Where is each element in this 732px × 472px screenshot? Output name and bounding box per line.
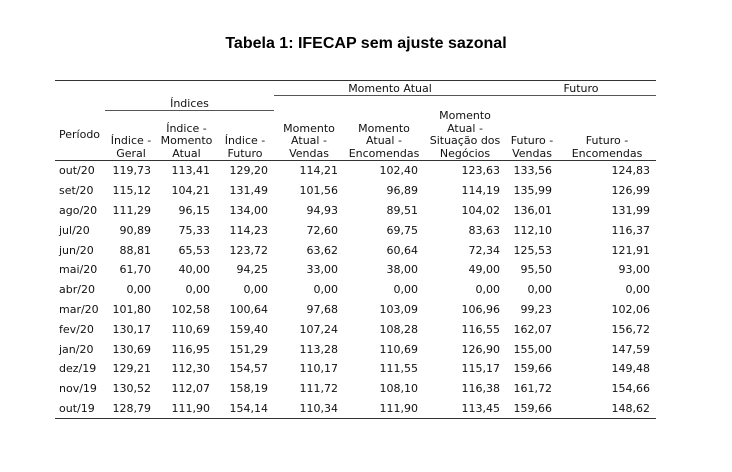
- period-cell: set/20: [59, 184, 94, 198]
- value-cell: 49,00: [468, 263, 501, 277]
- value-cell: 131,49: [229, 184, 268, 198]
- value-cell: 149,48: [611, 362, 651, 376]
- value-cell: 95,50: [520, 263, 553, 277]
- value-cell: 131,99: [611, 203, 651, 217]
- value-cell: 113,28: [299, 342, 338, 356]
- value-cell: 101,56: [299, 184, 338, 198]
- value-cell: 94,25: [236, 263, 268, 277]
- value-cell: 0,00: [393, 283, 418, 297]
- value-cell: 99,23: [520, 302, 553, 316]
- value-cell: 155,00: [513, 342, 553, 356]
- value-cell: 108,10: [379, 382, 418, 396]
- period-cell: dez/19: [59, 362, 97, 376]
- period-cell: jul/20: [59, 223, 90, 237]
- col-header-indice-futuro: Índice - Futuro: [216, 110, 274, 161]
- period-cell: out/20: [59, 164, 95, 178]
- value-cell: 90,89: [119, 223, 151, 237]
- value-cell: 162,07: [513, 322, 553, 336]
- value-cell: 134,00: [229, 203, 268, 217]
- value-cell: 114,23: [229, 223, 268, 237]
- value-cell: 114,19: [461, 184, 501, 198]
- value-cell: 104,21: [171, 184, 210, 198]
- value-cell: 65,53: [178, 243, 210, 257]
- group-futuro: Futuro: [506, 81, 656, 96]
- value-cell: 110,69: [379, 342, 418, 356]
- value-cell: 111,90: [344, 399, 424, 419]
- value-cell: 115,12: [112, 184, 151, 198]
- value-cell: 106,96: [461, 302, 501, 316]
- table-row: [55, 319, 656, 339]
- value-cell: 128,79: [105, 399, 157, 419]
- value-cell: 112,10: [513, 223, 553, 237]
- value-cell: 107,24: [299, 322, 338, 336]
- value-cell: 116,38: [461, 382, 501, 396]
- table-row: [55, 220, 656, 240]
- table-row: [55, 201, 656, 221]
- table-body: [55, 161, 656, 419]
- value-cell: 161,72: [513, 382, 553, 396]
- value-cell: 159,66: [513, 362, 553, 376]
- period-cell: jun/20: [59, 243, 94, 257]
- value-cell: 113,41: [171, 164, 210, 178]
- value-cell: 102,06: [611, 302, 651, 316]
- value-cell: 108,28: [379, 322, 418, 336]
- value-cell: 61,70: [119, 263, 151, 277]
- period-cell: fev/20: [59, 322, 94, 336]
- value-cell: 126,90: [461, 342, 501, 356]
- value-cell: 96,89: [386, 184, 418, 198]
- value-cell: 130,69: [112, 342, 151, 356]
- value-cell: 114,21: [299, 164, 338, 178]
- value-cell: 159,66: [506, 399, 558, 419]
- value-cell: 104,02: [461, 203, 501, 217]
- value-cell: 88,81: [119, 243, 151, 257]
- value-cell: 116,95: [171, 342, 210, 356]
- value-cell: 103,09: [379, 302, 418, 316]
- value-cell: 130,17: [112, 322, 151, 336]
- col-header-ma-vendas: Momento Atual - Vendas: [274, 110, 344, 161]
- value-cell: 135,99: [513, 184, 553, 198]
- value-cell: 151,29: [229, 342, 268, 356]
- value-cell: 0,00: [527, 283, 553, 297]
- value-cell: 136,01: [513, 203, 553, 217]
- value-cell: 69,75: [386, 223, 418, 237]
- value-cell: 116,55: [461, 322, 501, 336]
- value-cell: 130,52: [112, 382, 151, 396]
- value-cell: 94,93: [306, 203, 338, 217]
- value-cell: 0,00: [185, 283, 210, 297]
- value-cell: 116,37: [611, 223, 651, 237]
- value-cell: 112,30: [171, 362, 210, 376]
- value-cell: 89,51: [386, 203, 418, 217]
- value-cell: 0,00: [243, 283, 268, 297]
- table-row: [55, 280, 656, 300]
- group-indices: [105, 81, 274, 96]
- value-cell: 72,60: [306, 223, 338, 237]
- value-cell: 154,66: [611, 382, 651, 396]
- value-cell: 125,53: [513, 243, 553, 257]
- table-row: [55, 300, 656, 320]
- value-cell: 101,80: [112, 302, 151, 316]
- value-cell: 97,68: [306, 302, 338, 316]
- col-header-ma-encomendas: Momento Atual - Encomendas: [344, 110, 424, 161]
- value-cell: 100,64: [229, 302, 268, 316]
- value-cell: 148,62: [558, 399, 656, 419]
- value-cell: 111,90: [157, 399, 216, 419]
- value-cell: 159,40: [229, 322, 268, 336]
- value-cell: 112,07: [171, 382, 210, 396]
- group-indices-label: Índices: [105, 96, 274, 111]
- value-cell: 119,73: [112, 164, 151, 178]
- value-cell: 113,45: [424, 399, 506, 419]
- period-cell: mar/20: [59, 302, 99, 316]
- value-cell: 40,00: [178, 263, 210, 277]
- value-cell: 129,21: [112, 362, 151, 376]
- value-cell: 102,40: [379, 164, 418, 178]
- col-header-futuro-encomendas: Futuro - Encomendas: [558, 110, 656, 161]
- value-cell: 63,62: [306, 243, 338, 257]
- column-header-row: [55, 110, 656, 161]
- value-cell: 60,64: [386, 243, 418, 257]
- value-cell: 154,14: [216, 399, 274, 419]
- value-cell: 133,56: [513, 164, 553, 178]
- table-row: [55, 359, 656, 379]
- col-header-ma-situacao: Momento Atual - Situação dos Negócios: [424, 110, 506, 161]
- period-cell: jan/20: [59, 342, 94, 356]
- value-cell: 115,17: [461, 362, 501, 376]
- value-cell: 38,00: [386, 263, 418, 277]
- value-cell: 123,63: [461, 164, 501, 178]
- period-cell: ago/20: [59, 203, 98, 217]
- col-header-indice-momento-atual: Índice - Momento Atual: [157, 110, 216, 161]
- value-cell: 129,20: [229, 164, 268, 178]
- value-cell: 75,33: [178, 223, 210, 237]
- value-cell: 154,57: [229, 362, 268, 376]
- value-cell: 126,99: [611, 184, 651, 198]
- value-cell: 111,72: [299, 382, 338, 396]
- group-momento-atual: Momento Atual: [274, 81, 506, 96]
- value-cell: 0,00: [625, 283, 651, 297]
- table-title: Tabela 1: IFECAP sem ajuste sazonal: [225, 35, 507, 52]
- indices-label-row: [55, 96, 656, 111]
- value-cell: 0,00: [475, 283, 501, 297]
- table-row: [55, 181, 656, 201]
- col-header-futuro-vendas: Futuro - Vendas: [506, 110, 558, 161]
- period-cell: out/19: [55, 399, 105, 419]
- value-cell: 123,72: [229, 243, 268, 257]
- period-cell: mai/20: [59, 263, 98, 277]
- value-cell: 0,00: [126, 283, 151, 297]
- value-cell: 158,19: [229, 382, 268, 396]
- period-cell: nov/19: [59, 382, 97, 396]
- value-cell: 96,15: [178, 203, 210, 217]
- value-cell: 0,00: [313, 283, 338, 297]
- value-cell: 93,00: [618, 263, 651, 277]
- value-cell: 110,17: [299, 362, 338, 376]
- value-cell: 121,91: [611, 243, 651, 257]
- col-header-indice-geral: Índice -Geral: [105, 110, 157, 161]
- value-cell: 110,69: [171, 322, 210, 336]
- value-cell: 102,58: [171, 302, 210, 316]
- period-cell: abr/20: [59, 283, 95, 297]
- value-cell: 147,59: [611, 342, 651, 356]
- ifecap-table: [55, 80, 656, 419]
- table-row: [55, 339, 656, 359]
- col-header-periodo: Período: [55, 110, 105, 161]
- value-cell: 111,55: [379, 362, 418, 376]
- value-cell: 124,83: [611, 164, 651, 178]
- value-cell: 33,00: [306, 263, 338, 277]
- group-header-row: [55, 81, 656, 96]
- table-row: [55, 161, 656, 181]
- value-cell: 83,63: [468, 223, 501, 237]
- table-row: [55, 260, 656, 280]
- table-row: [55, 240, 656, 260]
- value-cell: 111,29: [112, 203, 151, 217]
- value-cell: 72,34: [468, 243, 501, 257]
- table-row: [55, 399, 656, 419]
- value-cell: 110,34: [274, 399, 344, 419]
- value-cell: 156,72: [611, 322, 651, 336]
- table-row: [55, 379, 656, 399]
